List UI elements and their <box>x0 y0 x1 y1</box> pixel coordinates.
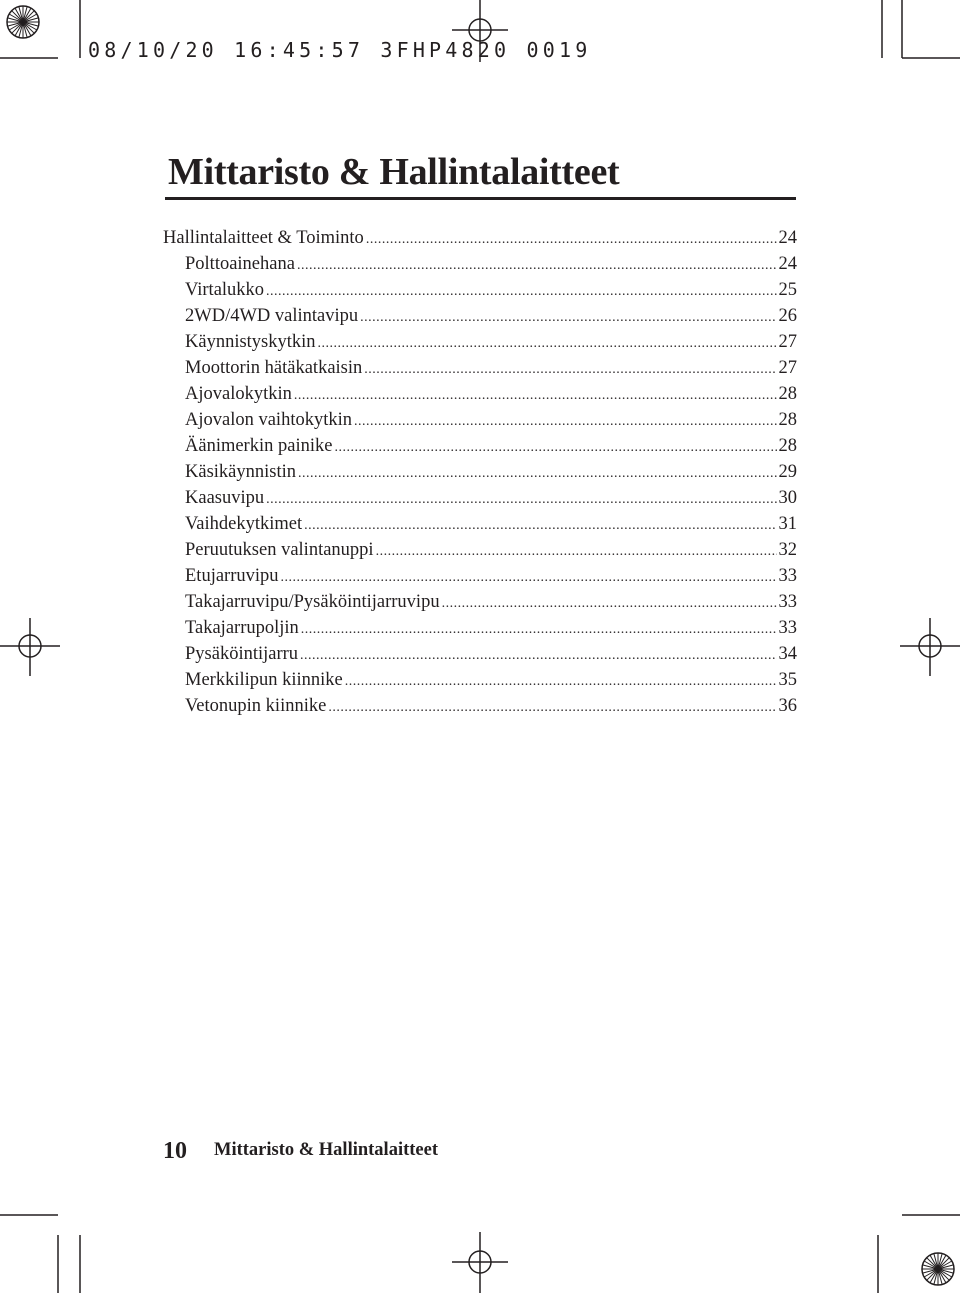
toc-entry-page: 24 <box>778 228 797 248</box>
toc-entry-label: Takajarrupoljin <box>185 618 299 638</box>
toc-entry-page: 31 <box>778 514 797 534</box>
toc-entry-label: Vaihdekytkimet <box>185 514 303 534</box>
toc-entry-label: Moottorin hätäkatkaisin <box>185 358 363 378</box>
dot-leader <box>318 331 777 357</box>
dot-leader <box>328 695 776 721</box>
toc-entry[interactable] <box>163 329 797 355</box>
dot-leader <box>345 669 777 695</box>
toc-entry-page: 27 <box>778 358 797 378</box>
toc-entry-label: Takajarruvipu/Pysäköintijarruvipu <box>185 592 440 612</box>
dot-leader <box>304 513 776 539</box>
toc-entry-page: 33 <box>778 618 797 638</box>
toc-entry-label: 2WD/4WD valintavipu <box>185 306 359 326</box>
toc-entry-page: 30 <box>778 488 797 508</box>
crosshair-icon <box>452 1232 508 1293</box>
registration-starburst-icon <box>7 6 39 38</box>
toc-entry-page: 29 <box>778 462 797 482</box>
toc-entry-page: 33 <box>778 592 797 612</box>
dot-leader <box>266 487 776 513</box>
toc-entry-page: 28 <box>778 384 797 404</box>
dot-leader <box>364 357 776 383</box>
dot-leader <box>442 591 777 617</box>
toc-entry-label: Merkkilipun kiinnike <box>185 670 343 690</box>
toc-entry[interactable] <box>163 485 797 511</box>
toc-entry[interactable] <box>163 277 797 303</box>
toc-entry-label: Ajovalokytkin <box>185 384 292 404</box>
dot-leader <box>334 435 776 461</box>
dot-leader <box>298 461 777 487</box>
toc-entry-page: 27 <box>778 332 797 352</box>
toc-entry-label: Virtalukko <box>185 280 265 300</box>
toc-entry-page: 33 <box>778 566 797 586</box>
page-number: 10 <box>163 1138 187 1164</box>
dot-leader <box>266 279 776 305</box>
toc-entry[interactable] <box>163 667 797 693</box>
toc-entry-label: Kaasuvipu <box>185 488 265 508</box>
toc-entry-page: 34 <box>778 644 797 664</box>
toc-entry-label: Käsikäynnistin <box>185 462 296 482</box>
toc-entry[interactable] <box>163 537 797 563</box>
toc-entry-label: Ajovalon vaihtokytkin <box>185 410 352 430</box>
toc-entry-page: 35 <box>778 670 797 690</box>
toc-entry-page: 28 <box>778 436 797 456</box>
toc-entry-page: 28 <box>778 410 797 430</box>
dot-leader <box>301 617 777 643</box>
toc-entry-page: 25 <box>778 280 797 300</box>
registration-starburst-icon <box>922 1253 954 1285</box>
toc-entry-label: Peruutuksen valintanuppi <box>185 540 374 560</box>
toc-entry[interactable] <box>163 563 797 589</box>
toc-entry[interactable] <box>163 511 797 537</box>
toc-entry-page: 36 <box>778 696 797 716</box>
toc-entry[interactable] <box>163 407 797 433</box>
toc-entry[interactable] <box>163 225 797 251</box>
toc-entry-page: 32 <box>778 540 797 560</box>
toc-entry-label: Etujarruvipu <box>185 566 279 586</box>
toc-entry-label: Käynnistyskytkin <box>185 332 316 352</box>
print-timestamp: 08/10/20 16:45:57 3FHP4820 0019 <box>88 38 592 62</box>
toc-entry-page: 24 <box>778 254 797 274</box>
dot-leader <box>297 253 777 279</box>
dot-leader <box>281 565 777 591</box>
dot-leader <box>300 643 776 669</box>
toc-entry-page: 26 <box>778 306 797 326</box>
toc-entry[interactable] <box>163 381 797 407</box>
toc-entry[interactable] <box>163 355 797 381</box>
toc-entry-label: Pysäköintijarru <box>185 644 299 664</box>
toc-entry[interactable] <box>163 693 797 719</box>
crosshair-icon <box>0 618 60 676</box>
toc-entry-label: Vetonupin kiinnike <box>185 696 327 716</box>
page-title: Mittaristo & Hallintalaitteet <box>168 151 620 193</box>
toc-entry-label: Äänimerkin painike <box>185 436 333 456</box>
crosshair-icon <box>900 618 960 676</box>
toc-entry[interactable] <box>163 589 797 615</box>
toc-entry[interactable] <box>163 433 797 459</box>
toc-entry-label: Hallintalaitteet & Toiminto <box>163 228 364 248</box>
dot-leader <box>376 539 777 565</box>
dot-leader <box>366 227 777 253</box>
table-of-contents <box>163 225 797 719</box>
toc-entry[interactable] <box>163 641 797 667</box>
toc-entry[interactable] <box>163 303 797 329</box>
dot-leader <box>294 383 777 409</box>
toc-entry[interactable] <box>163 459 797 485</box>
toc-entry[interactable] <box>163 251 797 277</box>
dot-leader <box>354 409 777 435</box>
toc-entry[interactable] <box>163 615 797 641</box>
footer-section-title: Mittaristo & Hallintalaitteet <box>214 1140 438 1160</box>
toc-entry-label: Polttoainehana <box>185 254 295 274</box>
dot-leader <box>360 305 776 331</box>
title-rule <box>165 197 796 200</box>
